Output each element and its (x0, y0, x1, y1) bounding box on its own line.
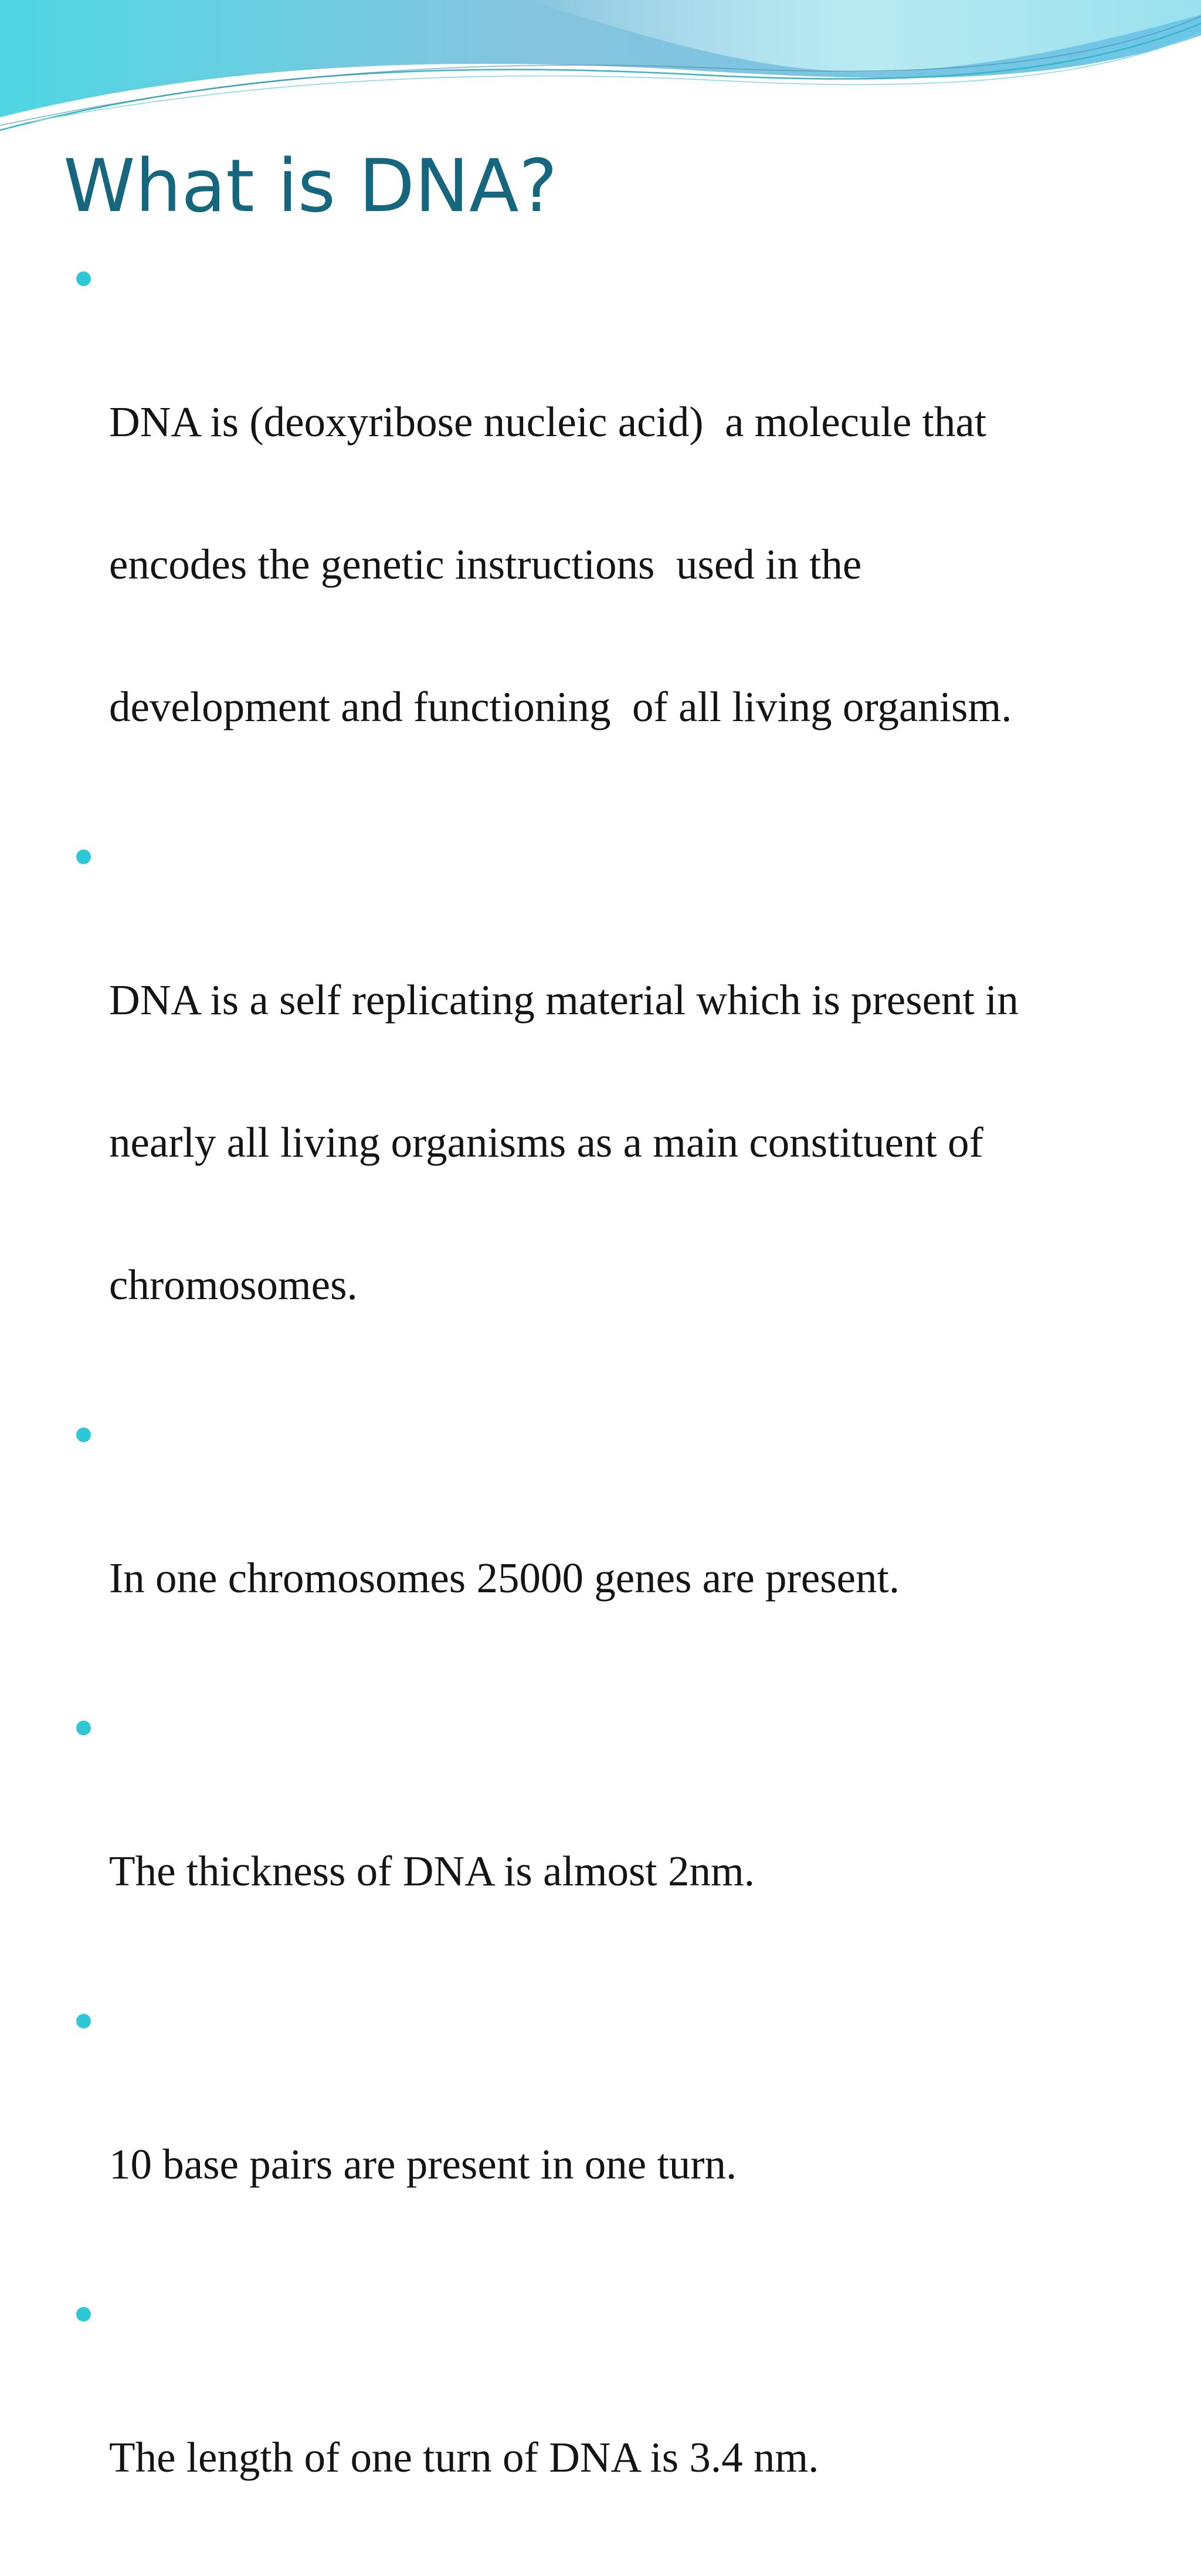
bullet-line: encodes the genetic instructions used in the (109, 541, 862, 588)
bullet-item (72, 1412, 1174, 1697)
bullet-line: The length of one turn of DNA is 3.4 nm. (109, 2434, 819, 2481)
circle-bullet-icon (76, 1428, 91, 1442)
circle-bullet-icon (76, 2014, 91, 2028)
header-wave-decoration (0, 0, 1201, 141)
bullet-item (72, 834, 1174, 1403)
bullet-item (72, 256, 1174, 825)
bullet-item (72, 1998, 1174, 2283)
slide-title: What is DNA? (63, 144, 558, 229)
bullet-item (72, 2291, 1174, 2576)
bullet-line: 10 base pairs are present in one turn. (109, 2140, 737, 2188)
bullet-line: development and functioning of all living organism. (109, 683, 1012, 730)
circle-bullet-icon (76, 1721, 91, 1735)
bullet-line: chromosomes. (109, 1261, 358, 1309)
bullet-list (72, 256, 1174, 2576)
bullet-line: nearly all living organisms as a main constituent of (109, 1119, 983, 1166)
bullet-line: The thickness of DNA is almost 2nm. (109, 1847, 755, 1895)
bullet-line: DNA is a self replicating material which is present in (109, 976, 1019, 1024)
bullet-line: In one chromosomes 25000 genes are present. (109, 1554, 900, 1602)
bullet-item (72, 1705, 1174, 1990)
circle-bullet-icon (76, 271, 91, 286)
circle-bullet-icon (76, 2307, 91, 2322)
bullet-line: DNA is (deoxyribose nucleic acid) a molecule that (109, 398, 987, 446)
circle-bullet-icon (76, 849, 91, 864)
